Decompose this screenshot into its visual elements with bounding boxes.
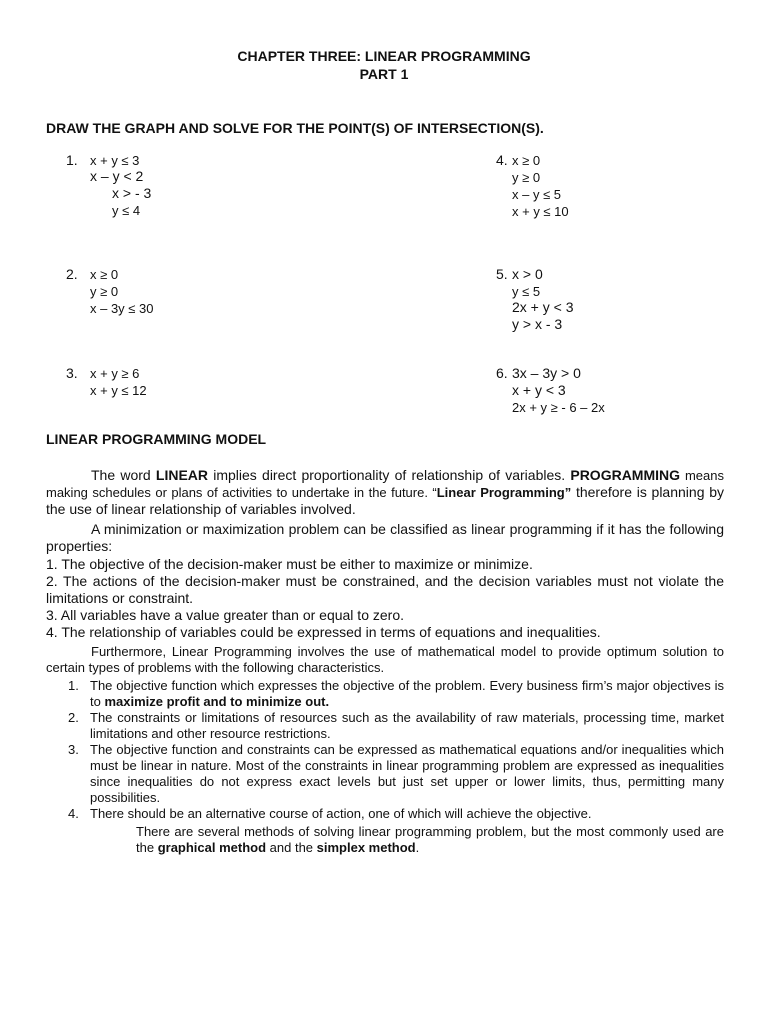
- problem-line: x ≥ 0: [512, 153, 541, 168]
- problem-line: 2x + y ≥ - 6 – 2x: [512, 400, 605, 415]
- list-item: 2. The actions of the decision-maker must be constrained, and the decision variables must not violate the limitations or constraint.: [46, 573, 724, 606]
- list-item: 4. The relationship of variables could be expressed in terms of equations and inequalities.: [46, 624, 601, 640]
- problem-number: 3.: [66, 365, 78, 381]
- list-item: 2. The constraints or limitations of resources such as the availability of raw materials, processing time, market limitations and other resource restrictions.: [68, 710, 724, 741]
- problem-line: y ≤ 5: [512, 284, 541, 299]
- problem-line: x + y ≤ 3: [90, 153, 140, 168]
- list-item: 3. All variables have a value greater than or equal to zero.: [46, 607, 404, 623]
- list-item: 3. The objective function and constraints can be expressed as mathematical equations and/or inequalities which must be linear in nature. Most of the constraints in linear programming problem are expressed as inequalities since inequalities do not express exact levels but just set upper or lower limits, thus, permitting many possibilities.: [68, 742, 724, 805]
- methods-paragraph: There are several methods of solving linear programming problem, but the most commonly used are the graphical method and the simplex method.: [136, 824, 724, 855]
- problem-line: x – y < 2: [90, 168, 144, 184]
- problem-line: y ≥ 0: [90, 284, 119, 299]
- list-item: 4. There should be an alternative course of action, one of which will achieve the objective.: [68, 806, 592, 821]
- part-label: PART 1: [359, 66, 409, 82]
- problem-number: 2.: [66, 266, 78, 282]
- problem-number: 5.: [496, 266, 508, 282]
- problem-line: x – 3y ≤ 30: [90, 301, 154, 316]
- problem-line: x ≥ 0: [90, 267, 119, 282]
- problem-line: x > 0: [512, 266, 543, 282]
- list-item: 1. The objective of the decision-maker must be either to maximize or minimize.: [46, 556, 533, 572]
- problem-number: 1.: [66, 152, 78, 168]
- problem-line: y ≥ 0: [512, 170, 541, 185]
- furthermore-paragraph: Furthermore, Linear Programming involves the use of mathematical model to provide optimum solution to certain types of problems with the following characteristics.: [46, 644, 724, 675]
- problem-line: x + y < 3: [512, 382, 566, 398]
- properties-intro: A minimization or maximization problem can be classified as linear programming if it has the following properties:: [46, 521, 724, 554]
- exercise-heading: DRAW THE GRAPH AND SOLVE FOR THE POINT(S) OF INTERSECTION(S).: [46, 120, 544, 136]
- problem-line: x + y ≤ 12: [90, 383, 147, 398]
- problem-number: 4.: [496, 152, 508, 168]
- characteristics-list: [68, 678, 724, 822]
- problem-line: x – y ≤ 5: [512, 187, 562, 202]
- problem-number: 6.: [496, 365, 508, 381]
- model-heading: LINEAR PROGRAMMING MODEL: [46, 431, 267, 447]
- problem-line: 2x + y < 3: [512, 299, 574, 315]
- properties-list: [46, 556, 724, 641]
- chapter-title: CHAPTER THREE: LINEAR PROGRAMMING: [237, 48, 531, 64]
- problem-line: y ≤ 4: [112, 203, 141, 218]
- problem-line: x + y ≤ 10: [512, 204, 569, 219]
- problem-line: 3x – 3y > 0: [512, 365, 581, 381]
- problem-line: x + y ≥ 6: [90, 366, 140, 381]
- list-item: 1. The objective function which expresses the objective of the problem. Every business firm’s major objectives is to maximize profit and to minimize out.: [68, 678, 724, 709]
- problem-line: y > x - 3: [512, 316, 563, 332]
- problem-line: x > - 3: [112, 185, 152, 201]
- intro-paragraph: The word LINEAR implies direct proportionality of relationship of variables. PROGRAMMING means making schedules or plans of activities to undertake in the future. “Linear Programming” therefore is planning by the use of linear relationship of variables involved.: [46, 467, 724, 517]
